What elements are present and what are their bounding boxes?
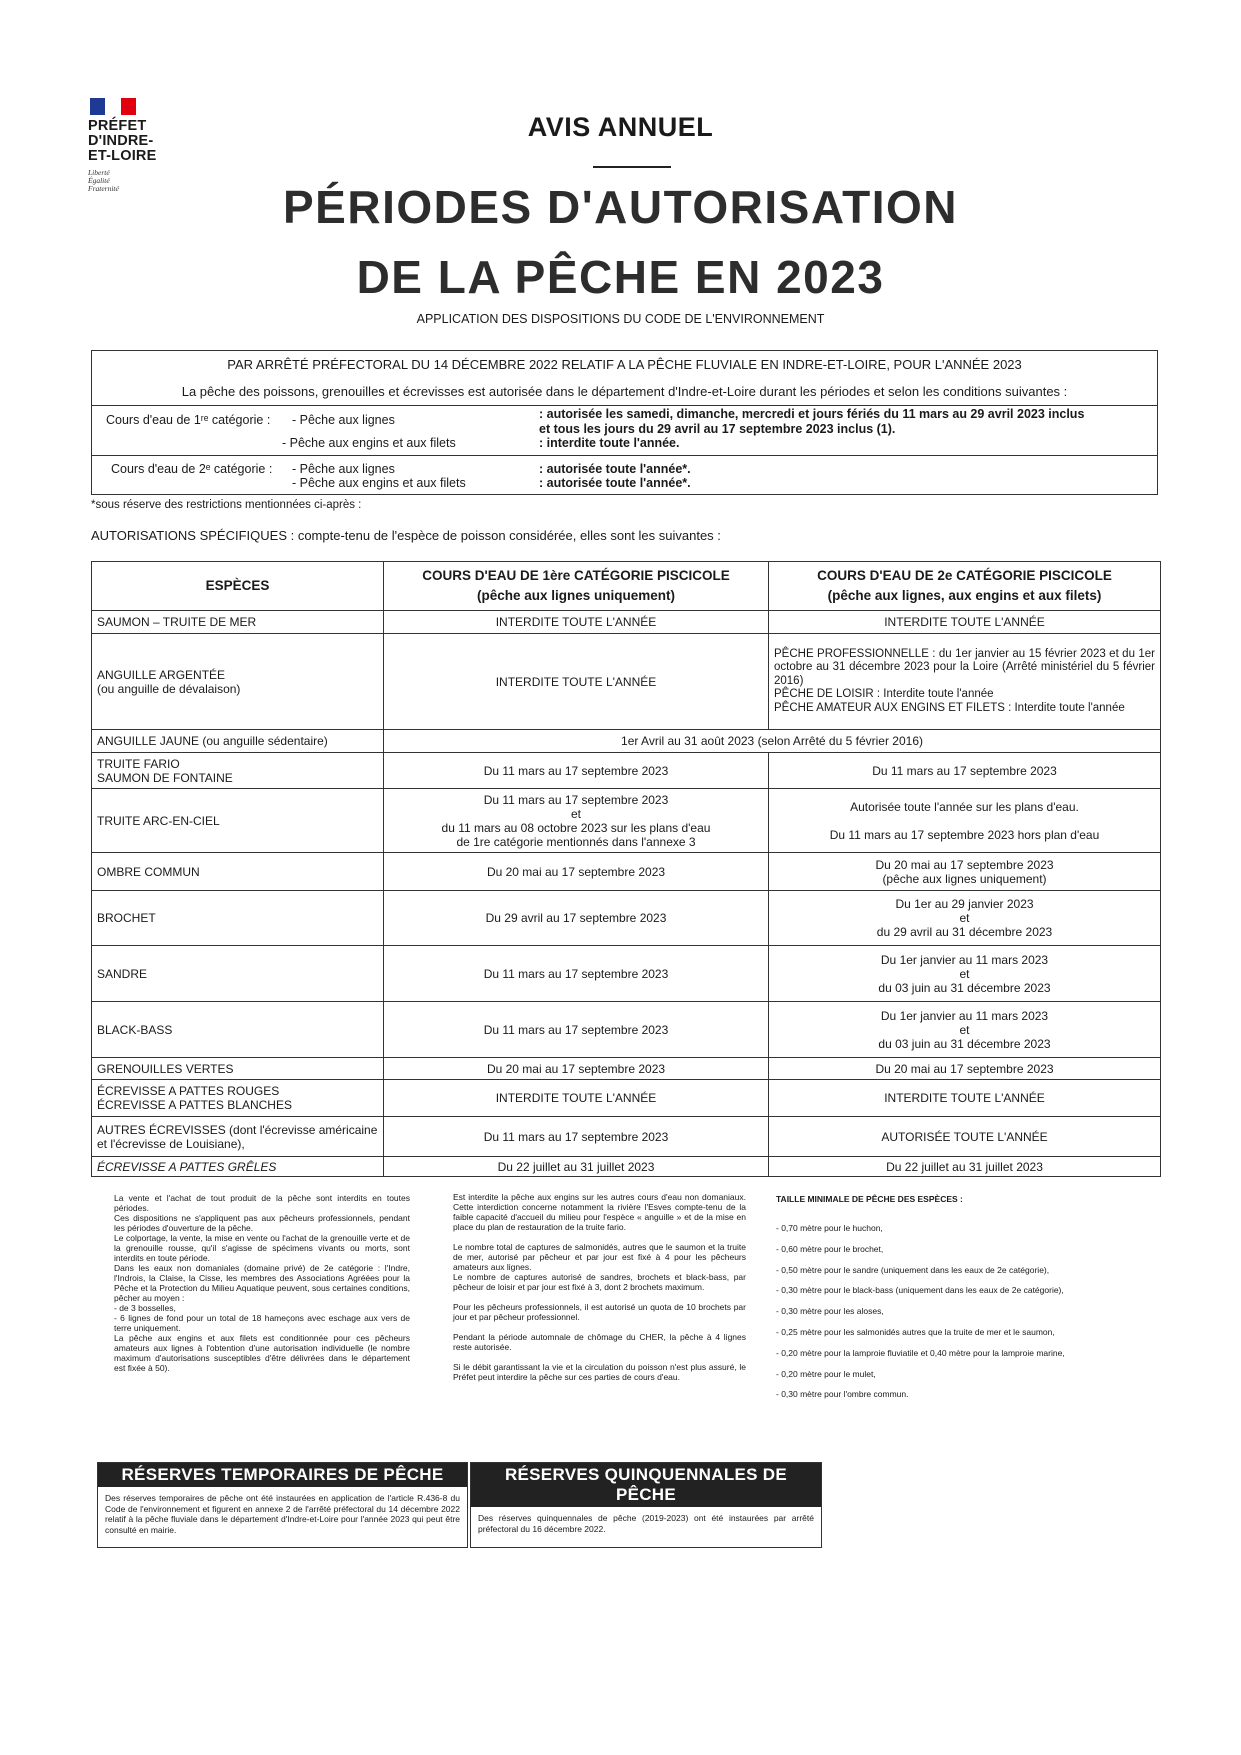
category2-cell: INTERDITE TOUTE L'ANNÉE xyxy=(769,611,1161,634)
table-row xyxy=(92,1002,1161,1058)
header-category2: COURS D'EAU DE 2e CATÉGORIE PISCICOLE (pêche aux lignes, aux engins et aux filets) xyxy=(769,562,1161,611)
species-cell: ÉCREVISSE A PATTES GRÊLES xyxy=(92,1157,384,1177)
category2-engins-rule: : autorisée toute l'année*. xyxy=(539,476,691,490)
list-item: - 0,30 mètre pour l'ombre commun. xyxy=(776,1389,909,1400)
table-row xyxy=(92,853,1161,891)
table-row xyxy=(92,634,1161,730)
category1-lignes: - Pêche aux lignes xyxy=(292,413,395,427)
table-row xyxy=(92,946,1161,1002)
category2-cell: Du 11 mars au 17 septembre 2023 xyxy=(769,753,1161,789)
prefecture-name: PRÉFET D'INDRE- ET-LOIRE xyxy=(88,118,157,164)
category1-cell: Du 11 mars au 17 septembre 2023 xyxy=(384,753,769,789)
category2-lignes-rule: : autorisée toute l'année*. xyxy=(539,462,691,476)
species-cell: ANGUILLE JAUNE (ou anguille sédentaire) xyxy=(92,730,384,753)
avis-heading: AVIS ANNUEL xyxy=(527,112,714,142)
notes-left: La vente et l'achat de tout produit de la pêche sont interdits en toutes périodes. Ces dispositions ne s'appliquent pas aux pêcheurs professionnels, pendant les périodes d'ouverture de la pêche. Le colportage, la vente, la mise en vente ou l'achat de la grenouille verte et de la grenouille rousse, qu'il s'agisse de spécimens vivants ou morts, sont interdits en toute période. Dans les eaux non domaniales (domaine privé) de 2e catégorie : l'Indre, l'Indrois, la Claise, la Cisse, les membres des Associations Agréées pour la Pêche et la Protection du Milieu Aquatique peuvent, sous certaines conditions, pêcher au moyen : - de 3 bosselles, - 6 lignes de fond pour un total de 18 hameçons avec eschage aux vers de terre uniquement. La pêche aux engins et aux filets est conditionnée pour ces pêcheurs amateurs aux lignes à l'obtention d'une autorisation individuelle (le nombre maximum d'autorisations susceptibles d'être délivrées dans le département est fixée à 50). xyxy=(114,1193,410,1373)
species-cell: GRENOUILLES VERTES xyxy=(92,1058,384,1080)
species-cell: BLACK-BASS xyxy=(92,1002,384,1058)
specific-authorizations-intro: AUTORISATIONS SPÉCIFIQUES : compte-tenu de l'espèce de poisson considérée, elles sont les suivantes : xyxy=(91,528,721,543)
reserve-note: *sous réserve des restrictions mentionnées ci-après : xyxy=(91,499,362,511)
table-row xyxy=(92,891,1161,946)
category1-engins-rule: : interdite toute l'année. xyxy=(539,436,680,450)
header-category1: COURS D'EAU DE 1ère CATÉGORIE PISCICOLE (pêche aux lignes uniquement) xyxy=(384,562,769,611)
header-especes: ESPÈCES xyxy=(92,562,384,611)
list-item: - 0,20 mètre pour la lamproie fluviatile et 0,40 mètre pour la lamproie marine, xyxy=(776,1347,1065,1358)
list-item: - 0,30 mètre pour le black-bass (uniquement dans les eaux de 2e catégorie), xyxy=(776,1285,1064,1296)
category2-cell: Du 22 juillet au 31 juillet 2023 xyxy=(769,1157,1161,1177)
list-item: - 0,70 mètre pour le huchon, xyxy=(776,1223,883,1233)
category2-cell: Du 1er janvier au 11 mars 2023 et du 03 juin au 31 décembre 2023 xyxy=(769,946,1161,1002)
category2-cell: INTERDITE TOUTE L'ANNÉE xyxy=(769,1080,1161,1117)
table-row xyxy=(92,753,1161,789)
list-item: - 0,25 mètre pour les salmonidés autres que la truite de mer et le saumon, xyxy=(776,1326,1055,1337)
category1-lignes-rule: : autorisée les samedi, dimanche, mercredi et jours fériés du 11 mars au 29 avril 2023 inclus et tous les jours du 29 avril au 17 septembre 2023 inclus (1). xyxy=(539,407,1085,436)
table-row xyxy=(92,1080,1161,1117)
species-cell: AUTRES ÉCREVISSES (dont l'écrevisse américaine et l'écrevisse de Louisiane), xyxy=(92,1117,384,1157)
category1-cell: Du 11 mars au 17 septembre 2023 xyxy=(384,1117,769,1157)
category1-cell: Du 11 mars au 17 septembre 2023 et du 11 mars au 08 octobre 2023 sur les plans d'eau de 1re catégorie mentionnés dans l'annexe 3 xyxy=(384,789,769,853)
arrete-heading: PAR ARRÊTÉ PRÉFECTORAL DU 14 DÉCEMBRE 2022 RELATIF A LA PÊCHE FLUVIALE EN INDRE-ET-LOIRE, POUR L'ANNÉE 2023 xyxy=(227,357,1022,372)
table-row xyxy=(92,789,1161,853)
minimum-size-title: TAILLE MINIMALE DE PÊCHE DES ESPÈCES : xyxy=(776,1194,963,1204)
category1-cell: INTERDITE TOUTE L'ANNÉE xyxy=(384,611,769,634)
category2-cell: PÊCHE PROFESSIONNELLE : du 1er janvier au 15 février 2023 et du 1er octobre au 31 décembre 2023 pour la Loire (Arrêté ministériel du 5 février 2016) PÊCHE DE LOISIR : Interdite toute l'année PÊCHE AMATEUR AUX ENGINS ET FILETS : Interdite toute l'année xyxy=(769,634,1161,730)
category1-cell: Du 11 mars au 17 septembre 2023 xyxy=(384,946,769,1002)
quinquennial-reserves-box xyxy=(470,1462,822,1548)
category2-lignes: - Pêche aux lignes xyxy=(292,462,395,476)
both-categories-cell: 1er Avril au 31 août 2023 (selon Arrêté du 5 février 2016) xyxy=(384,730,1161,753)
category1-cell: Du 20 mai au 17 septembre 2023 xyxy=(384,1058,769,1080)
category2-cell: AUTORISÉE TOUTE L'ANNÉE xyxy=(769,1117,1161,1157)
category1-cell: Du 11 mars au 17 septembre 2023 xyxy=(384,1002,769,1058)
category1-cell: INTERDITE TOUTE L'ANNÉE xyxy=(384,634,769,730)
category2-cell: Du 20 mai au 17 septembre 2023 (pêche aux lignes uniquement) xyxy=(769,853,1161,891)
main-title-line2: DE LA PÊCHE EN 2023 xyxy=(356,251,885,303)
table-row xyxy=(92,1157,1161,1177)
category2-cell: Du 1er au 29 janvier 2023 et du 29 avril au 31 décembre 2023 xyxy=(769,891,1161,946)
category2-engins: - Pêche aux engins et aux filets xyxy=(292,476,466,490)
temporary-reserves-text: Des réserves temporaires de pêche ont été instaurées en application de l'article R.436-8 du Code de l'environnement et figurent en annexe 2 de l'arrêté préfectoral du 14 décembre 2022 relatif à la pêche fluviale dans le département d'Indre-et-Loire pour l'année 2023 qui peut être consulté en mairie. xyxy=(105,1493,460,1535)
species-cell: ÉCREVISSE A PATTES ROUGES ÉCREVISSE A PATTES BLANCHES xyxy=(92,1080,384,1117)
species-cell: SAUMON – TRUITE DE MER xyxy=(92,611,384,634)
category2-label: Cours d'eau de 2ᵉ catégorie : xyxy=(111,462,273,476)
category2-cell: Du 20 mai au 17 septembre 2023 xyxy=(769,1058,1161,1080)
category1-cell: Du 29 avril au 17 septembre 2023 xyxy=(384,891,769,946)
category2-cell: Du 1er janvier au 11 mars 2023 et du 03 juin au 31 décembre 2023 xyxy=(769,1002,1161,1058)
subtitle: APPLICATION DES DISPOSITIONS DU CODE DE L'ENVIRONNEMENT xyxy=(416,312,825,326)
list-item: - 0,20 mètre pour le mulet, xyxy=(776,1368,876,1379)
category1-row xyxy=(92,405,1157,453)
table-row xyxy=(92,1117,1161,1157)
category1-cell: Du 22 juillet au 31 juillet 2023 xyxy=(384,1157,769,1177)
quinquennial-reserves-title: RÉSERVES QUINQUENNALES DE PÊCHE xyxy=(471,1463,821,1507)
table-header-row xyxy=(92,562,1161,611)
species-cell: ANGUILLE ARGENTÉE (ou anguille de dévalaison) xyxy=(92,634,384,730)
species-cell: BROCHET xyxy=(92,891,384,946)
arrete-box xyxy=(91,350,1158,495)
species-cell: SANDRE xyxy=(92,946,384,1002)
republic-motto: Liberté Égalité Fraternité xyxy=(88,168,119,193)
category1-label: Cours d'eau de 1ʳᵉ catégorie : xyxy=(106,413,271,427)
table-row xyxy=(92,730,1161,753)
species-cell: TRUITE FARIO SAUMON DE FONTAINE xyxy=(92,753,384,789)
category2-row xyxy=(92,455,1157,496)
species-table xyxy=(91,561,1161,1177)
category1-cell: INTERDITE TOUTE L'ANNÉE xyxy=(384,1080,769,1117)
main-title-line1: PÉRIODES D'AUTORISATION xyxy=(282,181,959,233)
species-cell: TRUITE ARC-EN-CIEL xyxy=(92,789,384,853)
species-cell: OMBRE COMMUN xyxy=(92,853,384,891)
quinquennial-reserves-text: Des réserves quinquennales de pêche (2019-2023) ont été instaurées par arrêté préfectoral du 16 décembre 2022. xyxy=(478,1513,814,1534)
list-item: - 0,50 mètre pour le sandre (uniquement dans les eaux de 2e catégorie), xyxy=(776,1264,1050,1275)
notes-middle: Est interdite la pêche aux engins sur les autres cours d'eau non domaniaux. Cette interdiction concerne notamment la rivière l'Esves compte-tenu de la faible capacité d'accueil du milieu pour l'espèce « anguille » et de la mise en place du plan de restauration de la truite fario. Le nombre total de captures de salmonidés, autres que le saumon et la truite de mer, autorisé par pêcheur et par jour est fixé à 4 pour les pêcheurs amateurs aux lignes. Le nombre de captures autorisé de sandres, brochets et black-bass, par pêcheur de loisir et par jour est fixé à 3, dont 2 brochets maximum. Pour les pêcheurs professionnels, il est autorisé un quota de 10 brochets par jour et par pêcheur professionnel. Pendant la période automnale de chômage du CHER, la pêche à 4 lignes reste autorisée. Si le débit garantissant la vie et la circulation du poisson n'est plus assuré, le Préfet peut interdire la pêche sur ces parties de cours d'eau. xyxy=(453,1192,746,1382)
table-row xyxy=(92,611,1161,634)
arrete-intro: La pêche des poissons, grenouilles et écrevisses est autorisée dans le département d'Indre-et-Loire durant les périodes et selon les conditions suivantes : xyxy=(181,384,1068,399)
category1-cell: Du 20 mai au 17 septembre 2023 xyxy=(384,853,769,891)
table-row xyxy=(92,1058,1161,1080)
minimum-size-list xyxy=(776,1218,1166,1405)
list-item: - 0,30 mètre pour les aloses, xyxy=(776,1306,884,1317)
list-item: - 0,60 mètre pour le brochet, xyxy=(776,1243,884,1254)
category1-engins: - Pêche aux engins et aux filets xyxy=(282,436,456,450)
category2-cell: Autorisée toute l'année sur les plans d'eau. Du 11 mars au 17 septembre 2023 hors plan d'eau xyxy=(769,789,1161,853)
heading-divider xyxy=(593,166,671,168)
temporary-reserves-title: RÉSERVES TEMPORAIRES DE PÊCHE xyxy=(98,1463,467,1487)
temporary-reserves-box xyxy=(97,1462,468,1548)
